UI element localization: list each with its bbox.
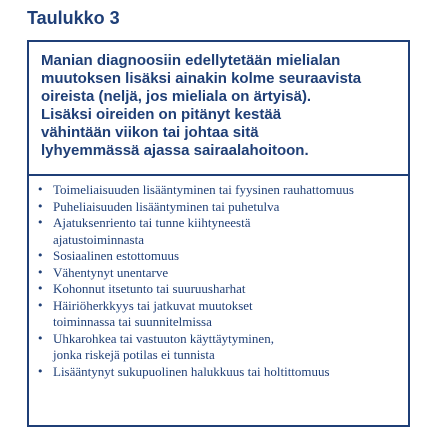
list-item: [29, 298, 408, 331]
criteria-table: [27, 40, 410, 427]
list-item-text: Uhkarohkea tai vastuuton käyttäytyminen,: [53, 330, 274, 346]
list-item-text: Kohonnut itsetunto tai suuruusharhat: [53, 281, 246, 296]
list-item-text: Häiriöherkkyys tai jatkuvat muutokset: [53, 297, 253, 313]
list-item-text: Vähentynyt unentarve: [53, 264, 169, 280]
list-item: [29, 215, 408, 248]
list-item-text: toiminnassa tai suunnitelmissa: [53, 314, 212, 329]
table-header: [29, 42, 408, 176]
list-item: [29, 182, 408, 199]
list-item: [29, 364, 408, 381]
list-item: [29, 248, 408, 265]
list-item-text: Puheliaisuuden lisääntyminen tai puhetulva: [53, 198, 280, 214]
list-item-text: ajatustoiminnasta: [53, 231, 144, 247]
list-item-text: Ajatuksenriento tai tunne kiihtyneestä: [53, 215, 251, 230]
bullet-icon: •: [37, 282, 44, 295]
bullet-icon: •: [37, 265, 44, 279]
bullet-icon: •: [37, 331, 44, 345]
list-item: [29, 281, 408, 298]
header-line: Manian diagnoosiin edellytetään mielialan: [41, 52, 341, 69]
header-line: Lisäksi oireiden on pitänyt kestää: [41, 106, 282, 123]
bullet-icon: •: [37, 183, 44, 196]
list-item: [29, 265, 408, 282]
header-line: muutoksen lisäksi ainakin kolme seuraavista: [41, 70, 362, 87]
list-item-text: Toimeliaisuuden lisääntyminen tai fyysinen rauhattomuus: [53, 182, 354, 197]
list-item: [29, 331, 408, 364]
bullet-icon: •: [37, 216, 44, 229]
list-item: [29, 199, 408, 216]
bullet-icon: •: [37, 249, 44, 262]
bullet-icon: •: [37, 199, 44, 213]
table-title: Taulukko 3: [27, 8, 120, 28]
header-line: oireista (neljä, jos mieliala on ärtyisä).: [41, 88, 312, 105]
symptom-list: [29, 182, 408, 380]
header-line: lyhyemmässä ajassa sairaalahoitoon.: [41, 142, 309, 159]
header-line: vähintään viikon tai johtaa sitä: [41, 124, 259, 141]
list-item-text: jonka riskejä potilas ei tunnista: [53, 347, 215, 362]
bullet-icon: •: [37, 298, 44, 312]
list-item-text: Lisääntynyt sukupuolinen halukkuus tai holtittomuus: [53, 363, 330, 379]
list-item-text: Sosiaalinen estottomuus: [53, 248, 180, 263]
bullet-icon: •: [37, 364, 44, 378]
